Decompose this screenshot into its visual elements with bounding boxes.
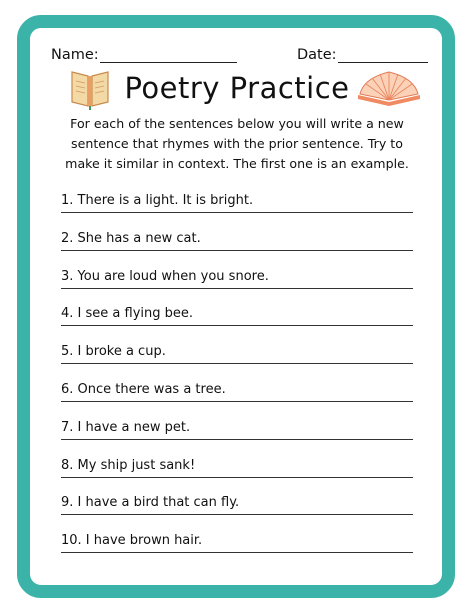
sentence-text: 6. Once there was a tree.: [61, 381, 226, 397]
sentence-text: 7. I have a new pet.: [61, 419, 191, 435]
name-field[interactable]: [51, 47, 237, 63]
answer-line[interactable]: [61, 477, 413, 478]
date-blank-line[interactable]: [338, 48, 428, 63]
list-item: [61, 265, 413, 303]
name-blank-line[interactable]: [100, 48, 237, 63]
sentence-text: 1. There is a light. It is bright.: [61, 193, 254, 208]
answer-line[interactable]: [61, 439, 413, 440]
answer-line[interactable]: [61, 514, 413, 515]
list-item: [61, 227, 413, 265]
sentence-text: 5. I broke a cup.: [61, 344, 166, 360]
answer-line[interactable]: [61, 288, 413, 289]
date-label: Date:: [297, 47, 337, 63]
list-item: [61, 529, 413, 567]
page-title: Poetry Practice: [124, 71, 350, 105]
answer-line[interactable]: [61, 552, 413, 553]
sentence-text: 4. I see a flying bee.: [61, 306, 193, 322]
list-item: [61, 189, 413, 227]
answer-line[interactable]: [61, 325, 413, 326]
sentence-text: 2. She has a new cat.: [61, 230, 201, 246]
list-item: [61, 416, 413, 454]
answer-line[interactable]: [61, 363, 413, 364]
fanned-book-icon: [354, 64, 424, 108]
sentence-text: 8. My ship just sank!: [61, 457, 196, 473]
sentence-text: 3. You are loud when you snore.: [61, 268, 269, 284]
answer-line[interactable]: [61, 401, 413, 402]
sentence-text: 9. I have a bird that can fly.: [61, 495, 240, 511]
sentence-text: 10. I have brown hair.: [61, 533, 203, 549]
instructions-text: For each of the sentences below you will write a new sentence that rhymes with the prior sentence. Try to make it similar in context. The first one is an example.: [65, 116, 409, 171]
list-item: [61, 491, 413, 529]
list-item: [61, 340, 413, 378]
date-field[interactable]: [297, 47, 428, 63]
list-item: [61, 378, 413, 416]
answer-line[interactable]: [61, 212, 413, 213]
name-label: Name:: [51, 47, 99, 63]
list-item: [61, 302, 413, 340]
list-item: [61, 454, 413, 492]
sentence-list: [61, 189, 413, 567]
answer-line[interactable]: [61, 250, 413, 251]
